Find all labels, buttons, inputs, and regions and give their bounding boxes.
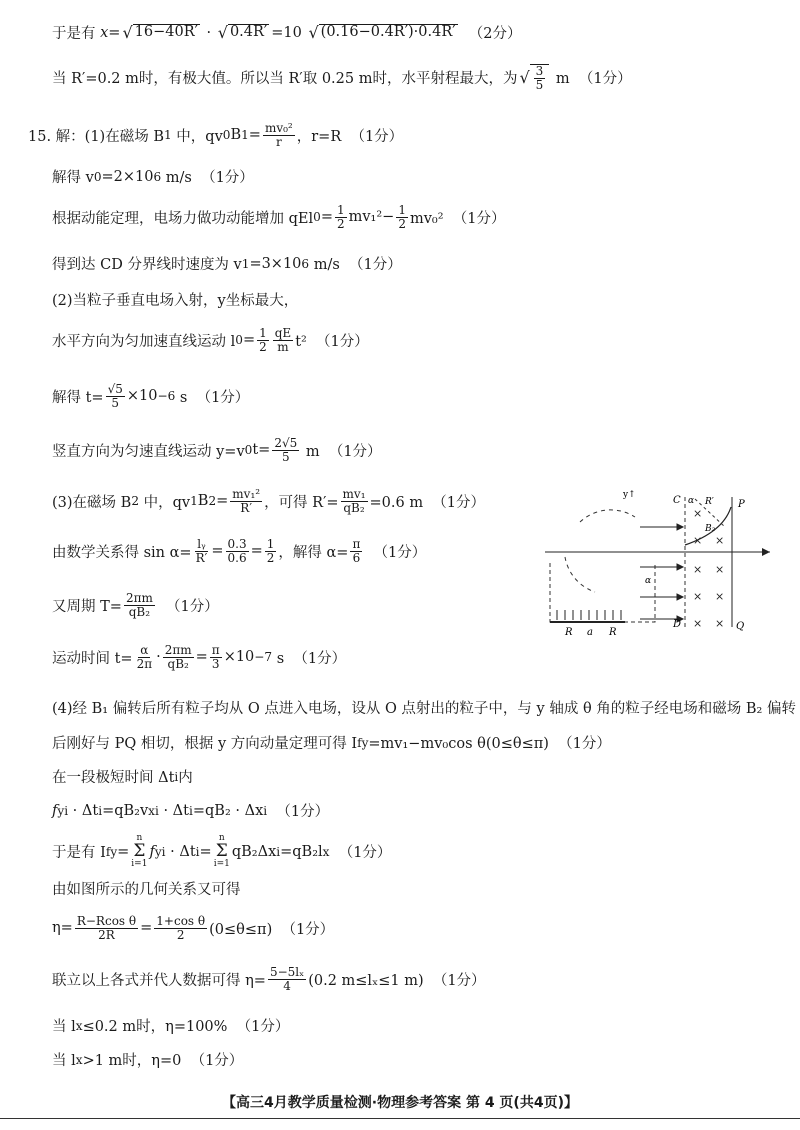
sub: 2 xyxy=(131,494,139,509)
denominator: m xyxy=(277,339,289,354)
sup: 6 xyxy=(153,169,162,184)
numerator: 2√5 xyxy=(274,436,298,450)
text: mv₁²− xyxy=(348,209,395,226)
fraction xyxy=(135,644,155,670)
text: 当 l xyxy=(52,1019,76,1035)
text: 联立以上各式并代人数据可得 η= xyxy=(52,972,266,989)
sub: xi xyxy=(148,803,159,818)
denominator: 2π xyxy=(136,656,153,671)
text: =2×10 xyxy=(101,168,154,185)
fraction xyxy=(230,488,262,514)
text: 又周期 T= xyxy=(52,598,122,615)
denominator: r xyxy=(275,134,282,149)
sub: i xyxy=(189,803,193,818)
numerator: mv₁ xyxy=(342,487,366,501)
radicand: (0.16−0.4R′)·0.4R′ xyxy=(320,24,456,41)
text: (3)在磁场 B xyxy=(52,494,132,511)
text: m/s （1分） xyxy=(309,257,402,273)
sub: 0 xyxy=(222,128,231,143)
numerator: mv₀² xyxy=(264,121,293,135)
text: (2)当粒子垂直电场入射，y坐标最大， xyxy=(52,293,299,309)
sub: fy xyxy=(105,844,118,859)
fraction xyxy=(265,538,277,564)
emitter-arrows xyxy=(557,610,621,620)
numerator: 1 xyxy=(266,537,275,551)
text: (0.2 m≤lₓ≤1 m) （1分） xyxy=(308,972,486,989)
label-alpha-low: α xyxy=(645,576,652,586)
text: η= xyxy=(52,920,73,937)
text: 中，qv xyxy=(171,128,223,145)
sqrt: √ 0.4R′ xyxy=(217,23,268,42)
text: （1分） xyxy=(156,598,219,615)
sup: 6 xyxy=(301,256,310,271)
x-axis-arrow xyxy=(762,548,770,556)
fraction xyxy=(154,915,207,941)
label-r-right: R xyxy=(609,627,617,637)
text: ≤0.2 m时，η=100% （1分） xyxy=(82,1019,290,1035)
text: ×10 xyxy=(126,388,158,405)
label-d: D xyxy=(673,619,682,630)
sub: 2 xyxy=(208,494,217,509)
text: = xyxy=(199,843,212,860)
denominator: qB₂ xyxy=(343,500,365,515)
text: 解得 t= xyxy=(52,389,104,406)
svg-text:×: × xyxy=(693,590,703,603)
numerator: 2πm xyxy=(125,591,153,605)
text: （1分） xyxy=(267,804,330,820)
numerator: R−Rcos θ xyxy=(76,914,137,928)
text: t= xyxy=(252,442,271,459)
sub: 1 xyxy=(241,256,250,271)
text: · Δt xyxy=(158,802,189,819)
label-b2: B₂ xyxy=(705,524,716,534)
text: m/s （1分） xyxy=(161,170,254,186)
label-p: P xyxy=(738,499,745,510)
text: = xyxy=(108,24,121,41)
svg-text:×: × xyxy=(693,563,703,576)
text: 解得 v xyxy=(52,170,94,186)
svg-text:×: × xyxy=(693,617,703,630)
electric-field-arrows xyxy=(640,524,683,622)
label-r-prime: R′ xyxy=(705,497,714,507)
fraction xyxy=(272,437,299,463)
text: (0≤θ≤π) （1分） xyxy=(209,921,335,938)
sub: yi xyxy=(57,803,69,818)
text: m （1分） xyxy=(551,71,632,88)
text: = xyxy=(242,332,256,349)
text: =qB₂ · Δx xyxy=(192,802,264,819)
text: = xyxy=(211,543,224,560)
text: · xyxy=(156,649,161,666)
text: =10 xyxy=(271,24,307,41)
sum-upper: n xyxy=(218,833,225,843)
svg-text:×: × xyxy=(715,563,725,576)
text: f xyxy=(52,802,58,819)
sub: 0 xyxy=(313,210,321,225)
text: （1分） xyxy=(364,544,427,561)
text: B xyxy=(197,493,209,510)
text: 水平方向为匀加速直线运动 l xyxy=(52,333,236,350)
numerator: π xyxy=(211,643,220,657)
denominator: 2R xyxy=(98,927,115,942)
numerator: 1 xyxy=(398,203,406,217)
numerator: qE xyxy=(274,326,292,340)
score: （2分） xyxy=(459,26,522,42)
text: mv₀² （1分） xyxy=(409,210,506,227)
answer-line-10 xyxy=(52,437,382,463)
y-axis-label: y↑ xyxy=(623,490,636,500)
text: 于是有 I xyxy=(52,845,106,861)
text: = xyxy=(248,127,261,144)
text: =qB₂l xyxy=(280,843,323,860)
answer-line-4 xyxy=(52,166,254,187)
fraction xyxy=(75,915,138,941)
text: 在一段极短时间 Δt xyxy=(52,770,175,786)
answer-line-2 xyxy=(52,64,632,91)
denominator: R′ xyxy=(195,550,208,565)
denominator: 2 xyxy=(176,927,185,942)
text: =3×10 xyxy=(249,255,302,272)
text: 当 l xyxy=(52,1053,76,1069)
numerator: 3 xyxy=(535,64,544,78)
sub: i xyxy=(276,844,281,859)
fraction xyxy=(210,644,222,670)
answer-line-13 xyxy=(52,592,219,618)
fraction xyxy=(273,327,293,353)
text: =0.6 m （1分） xyxy=(369,494,486,511)
numerator: α xyxy=(140,643,149,657)
denominator: qB₂ xyxy=(128,604,151,619)
svg-text:×: × xyxy=(715,590,725,603)
answer-line-21 xyxy=(52,915,334,941)
sub: fy xyxy=(357,735,369,750)
denominator: 0.6 xyxy=(227,550,247,565)
particle-trajectory-arc xyxy=(565,557,595,592)
sub: 0 xyxy=(235,333,243,348)
sub: 1 xyxy=(163,128,172,143)
denominator: qB₂ xyxy=(167,656,189,671)
numerator: 1+cos θ xyxy=(156,914,206,928)
fraction xyxy=(194,538,210,564)
denominator: 5 xyxy=(111,395,120,410)
answer-line-8 xyxy=(52,327,369,353)
fraction xyxy=(335,204,347,230)
numerator: 1 xyxy=(336,203,345,217)
denominator: 5 xyxy=(281,449,290,464)
answer-line-15 xyxy=(52,697,796,718)
denominator: 4 xyxy=(283,978,291,993)
text: 根据动能定理，电场力做功动能增加 qEl xyxy=(52,210,314,227)
fraction xyxy=(263,122,295,148)
summation: n Σ i=1 xyxy=(131,833,148,869)
sup: −7 xyxy=(254,650,273,665)
answer-line-11 xyxy=(52,488,485,514)
text: ，解得 α= xyxy=(278,544,349,561)
text: · Δt xyxy=(165,843,196,860)
sub: i xyxy=(174,769,179,784)
fraction xyxy=(268,966,306,992)
text: qB₂Δx xyxy=(231,843,277,860)
denominator: 6 xyxy=(352,550,361,565)
text: 内 xyxy=(178,770,193,786)
field-boundary xyxy=(550,563,655,622)
sub: x xyxy=(322,844,330,859)
denominator: 2 xyxy=(336,216,345,231)
svg-text:×: × xyxy=(693,507,703,520)
text: 竖直方向为匀速直线运动 y=v xyxy=(52,443,245,460)
sub: 1 xyxy=(190,494,198,509)
sub: i xyxy=(98,803,103,818)
sub: i xyxy=(195,844,200,859)
radicand: 0.4R′ xyxy=(229,24,268,41)
sup: −6 xyxy=(157,389,176,404)
answer-line-16 xyxy=(52,732,611,753)
text: 中，qv xyxy=(139,494,191,511)
label-c: C xyxy=(673,495,681,506)
sub: 0 xyxy=(244,443,253,458)
answer-line-19 xyxy=(52,834,391,869)
answer-line-18 xyxy=(52,800,329,821)
sub: i xyxy=(263,803,268,818)
text: 由数学关系得 sin α= xyxy=(52,544,192,561)
text: · xyxy=(201,24,216,41)
physics-diagram xyxy=(545,487,770,637)
text: 15. 解：(1)在磁场 B xyxy=(28,128,164,145)
text: = xyxy=(216,493,229,510)
bottom-rule xyxy=(0,1118,800,1119)
text: · Δt xyxy=(68,802,99,819)
sum-lower: i=1 xyxy=(131,859,148,869)
fraction xyxy=(124,592,155,618)
fraction xyxy=(350,538,362,564)
text: >1 m时，η=0 （1分） xyxy=(82,1053,244,1069)
numerator: √5 xyxy=(107,382,123,396)
numerator: 5−5lₓ xyxy=(269,965,305,979)
fraction xyxy=(163,644,194,670)
text: 当 R′=0.2 m时，有极大值。所以当 R′取 0.25 m时，水平射程最大，为 xyxy=(52,71,518,88)
answer-line-1 xyxy=(52,22,522,43)
answer-line-9 xyxy=(52,383,249,409)
text: t² （1分） xyxy=(295,333,369,350)
text: (4)经 B₁ 偏转后所有粒子均从 O 点进入电场，设从 O 点射出的粒子中，与 y 轴成 θ 角的粒子经电场和磁场 B₂ 偏转 xyxy=(52,701,796,717)
text: 于是有 xyxy=(52,26,101,42)
page-footer: 【高三4月教学质量检测·物理参考答案 第 4 页(共4页)】 xyxy=(222,1095,578,1111)
numerator: lᵧ xyxy=(197,537,206,551)
radicand: 16−40R′ xyxy=(134,24,198,41)
text: = xyxy=(320,209,333,226)
fraction xyxy=(257,327,269,353)
text: ，r=R （1分） xyxy=(296,128,404,145)
sub: x xyxy=(75,1018,83,1033)
label-a: a xyxy=(587,627,593,637)
fraction xyxy=(226,538,249,564)
text: 运动时间 t= xyxy=(52,650,133,667)
answer-line-23 xyxy=(52,1015,289,1036)
svg-text:×: × xyxy=(693,534,703,547)
text: =qB₂v xyxy=(102,802,149,819)
text: = xyxy=(250,543,263,560)
denominator: 2 xyxy=(259,339,267,354)
answer-line-14 xyxy=(52,644,346,670)
numerator: 0.3 xyxy=(227,537,247,551)
answer-line-24 xyxy=(52,1049,243,1070)
text: （1分） xyxy=(329,845,392,861)
summation: n Σ i=1 xyxy=(213,833,230,869)
fraction xyxy=(341,488,368,514)
sqrt: √ (0.16−0.4R′)·0.4R′ xyxy=(308,23,456,42)
text: B xyxy=(230,127,242,144)
numerator: 2πm xyxy=(164,643,192,657)
sub: 1 xyxy=(241,128,249,143)
sub: yi xyxy=(154,844,166,859)
text: f xyxy=(149,843,155,860)
svg-text:×: × xyxy=(715,534,725,547)
numerator: 1 xyxy=(259,326,267,340)
answer-line-20 xyxy=(52,878,241,899)
denominator: 2 xyxy=(398,216,406,231)
sum-upper: n xyxy=(136,833,143,843)
sub: 0 xyxy=(93,169,102,184)
text: s （1分） xyxy=(272,650,347,667)
numerator: mv₁² xyxy=(232,487,261,501)
text: m （1分） xyxy=(301,443,382,460)
fraction xyxy=(396,204,408,230)
text: ×10 xyxy=(223,649,255,666)
label-r-left: R xyxy=(565,627,573,637)
var: x xyxy=(100,24,109,41)
text: ，可得 R′= xyxy=(264,494,339,511)
numerator: π xyxy=(352,537,361,551)
denominator: R′ xyxy=(240,500,253,515)
text: = xyxy=(140,920,153,937)
svg-text:×: × xyxy=(715,617,725,630)
denominator: 5 xyxy=(535,77,544,92)
text: 得到达 CD 分界线时速度为 v xyxy=(52,257,242,273)
sqrt: √ 16−40R′ xyxy=(122,23,198,42)
answer-line-5 xyxy=(52,204,505,230)
answer-line-3 xyxy=(28,122,403,148)
answer-line-22 xyxy=(52,966,486,992)
sqrt: √ $\frac{3}{5}$ xyxy=(519,64,549,91)
answer-line-6 xyxy=(52,253,402,274)
text: 由如图所示的几何关系又可得 xyxy=(52,882,241,898)
text: s （1分） xyxy=(175,389,250,406)
particle-trajectory-arc xyxy=(580,510,635,522)
answer-line-12 xyxy=(52,538,426,564)
label-q: Q xyxy=(736,621,745,632)
text: = xyxy=(117,843,130,860)
sub: x xyxy=(75,1052,83,1067)
answer-line-7 xyxy=(52,289,298,310)
sum-lower: i=1 xyxy=(213,859,230,869)
denominator: 3 xyxy=(211,656,220,671)
text: = xyxy=(195,649,208,666)
text: 后刚好与 PQ 相切，根据 y 方向动量定理可得 I xyxy=(52,736,358,752)
text: =mv₁−mv₀cos θ(0≤θ≤π) （1分） xyxy=(368,736,611,752)
fraction xyxy=(106,383,125,409)
denominator: 2 xyxy=(266,550,275,565)
answer-line-17 xyxy=(52,766,193,787)
label-alpha-top: α xyxy=(688,496,695,506)
